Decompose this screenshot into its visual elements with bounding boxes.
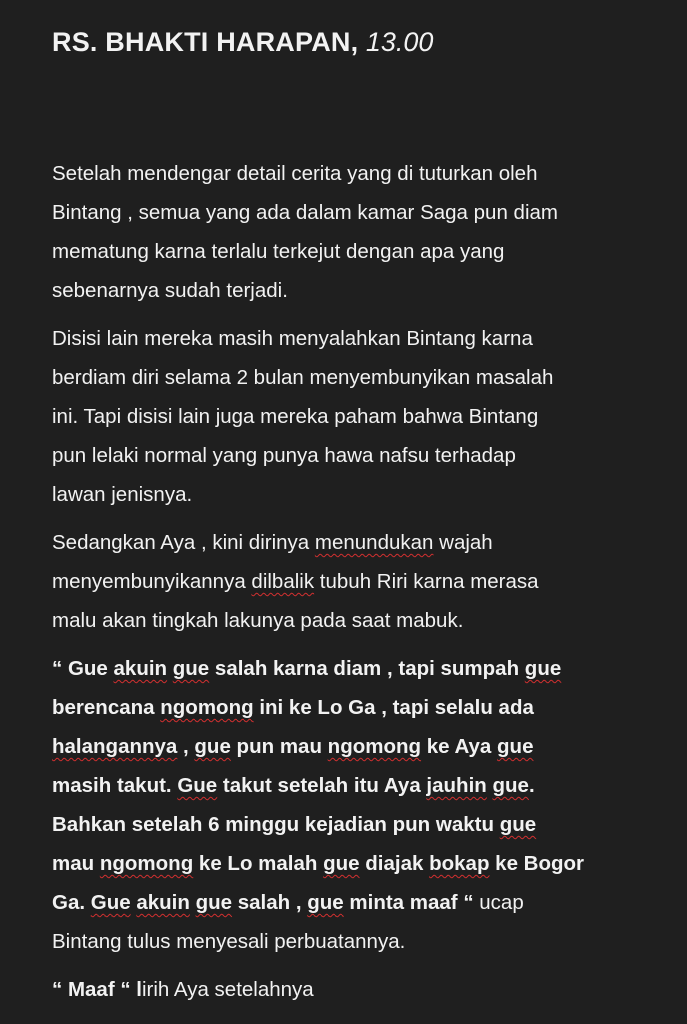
text-line (52, 436, 652, 475)
text-line (52, 271, 652, 310)
text-segment: ke Lo malah (193, 852, 324, 875)
paragraph (52, 319, 652, 514)
text-line (52, 523, 652, 562)
text-segment: menyembunyikannya (52, 570, 252, 593)
text-segment: “ Maaf “ (52, 978, 137, 1001)
text-segment: ke Bogor (489, 852, 585, 875)
text-segment: ini. Tapi disisi lain juga mereka paham bahwa Bintang (52, 405, 539, 428)
text-segment: Bintang tulus menyesali perbuatannya. (52, 930, 406, 953)
text-segment: mematung karna terlalu terkejut dengan apa yang (52, 240, 505, 263)
misspelled-word: akuin (136, 891, 190, 914)
text-segment: salah karna diam , tapi sumpah (209, 657, 525, 680)
text-segment: , (177, 735, 195, 758)
text-segment: malu akan tingkah lakunya pada saat mabuk. (52, 609, 464, 632)
text-segment: ucap (473, 891, 524, 914)
text-segment: pun lelaki normal yang punya hawa nafsu terhadap (52, 444, 516, 467)
text-line (52, 883, 652, 922)
misspelled-word: gue (195, 891, 233, 914)
text-segment: berdiam diri selama 2 bulan menyembunyikan masalah (52, 366, 554, 389)
misspelled-word: ngomong (99, 852, 194, 875)
misspelled-word: jauhin (426, 774, 487, 797)
text-segment: masih takut. (52, 774, 178, 797)
text-segment: “ Gue (52, 657, 114, 680)
misspelled-word: bokap (429, 852, 490, 875)
misspelled-word: Gue (177, 774, 218, 797)
misspelled-word: gue (323, 852, 360, 875)
paragraph (52, 154, 652, 310)
text-line (52, 922, 652, 961)
text-line (52, 688, 652, 727)
text-segment: diajak (359, 852, 430, 875)
misspelled-word: gue (194, 735, 231, 758)
text-segment: salah , (232, 891, 308, 914)
text-line (52, 970, 652, 1009)
misspelled-word: gue (499, 813, 537, 836)
misspelled-word: menundukan (314, 531, 434, 554)
misspelled-word: akuin (113, 657, 168, 680)
text-segment: l (136, 978, 142, 1001)
text-line (52, 397, 652, 436)
misspelled-word: ngomong (327, 735, 422, 758)
misspelled-word: gue (524, 657, 562, 680)
text-segment: berencana (52, 696, 161, 719)
text-segment: ke Aya (421, 735, 498, 758)
text-line (52, 562, 652, 601)
misspelled-word: gue (492, 774, 529, 797)
text-segment: mau (52, 852, 100, 875)
text-segment: wajah (433, 531, 493, 554)
text-segment: Bintang , semua yang ada dalam kamar Saga pun diam (52, 201, 558, 224)
text-segment: Disisi lain mereka masih menyalahkan Bintang karna (52, 327, 533, 350)
heading-time: 13.00 (365, 27, 434, 57)
text-line (52, 805, 652, 844)
text-line (52, 232, 652, 271)
text-line (52, 727, 652, 766)
misspelled-word: dilbalik (251, 570, 315, 593)
misspelled-word: gue (172, 657, 210, 680)
paragraph (52, 970, 652, 1009)
story-body (52, 154, 652, 1018)
misspelled-word: gue (497, 735, 534, 758)
text-segment: Setelah mendengar detail cerita yang di tuturkan oleh (52, 162, 538, 185)
text-line (52, 358, 652, 397)
text-segment: Sedangkan Aya , kini dirinya (52, 531, 315, 554)
text-segment: tubuh Riri karna merasa (314, 570, 539, 593)
paragraph (52, 523, 652, 640)
paragraph (52, 649, 652, 961)
misspelled-word: halangannya (52, 735, 178, 758)
text-segment: . (528, 774, 535, 797)
misspelled-word: Gue (90, 891, 131, 914)
text-line (52, 766, 652, 805)
text-line (52, 601, 652, 640)
chapter-heading (52, 26, 433, 58)
text-line (52, 649, 652, 688)
text-segment: irih Aya setelahnya (142, 978, 314, 1001)
text-segment: pun mau (230, 735, 328, 758)
text-segment: takut setelah itu Aya (217, 774, 427, 797)
text-line (52, 844, 652, 883)
misspelled-word: gue (307, 891, 344, 914)
text-segment: Bahkan setelah 6 minggu kejadian pun waktu (52, 813, 500, 836)
text-line (52, 193, 652, 232)
text-segment: Ga. (52, 891, 91, 914)
text-line (52, 154, 652, 193)
misspelled-word: ngomong (160, 696, 254, 719)
text-line (52, 475, 652, 514)
text-segment: minta maaf “ (343, 891, 474, 914)
text-segment: sebenarnya sudah terjadi. (52, 279, 288, 302)
heading-location: RS. BHAKTI HARAPAN, (52, 27, 359, 57)
text-segment: ini ke Lo Ga , tapi selalu ada (253, 696, 534, 719)
text-line (52, 319, 652, 358)
text-segment: lawan jenisnya. (52, 483, 193, 506)
